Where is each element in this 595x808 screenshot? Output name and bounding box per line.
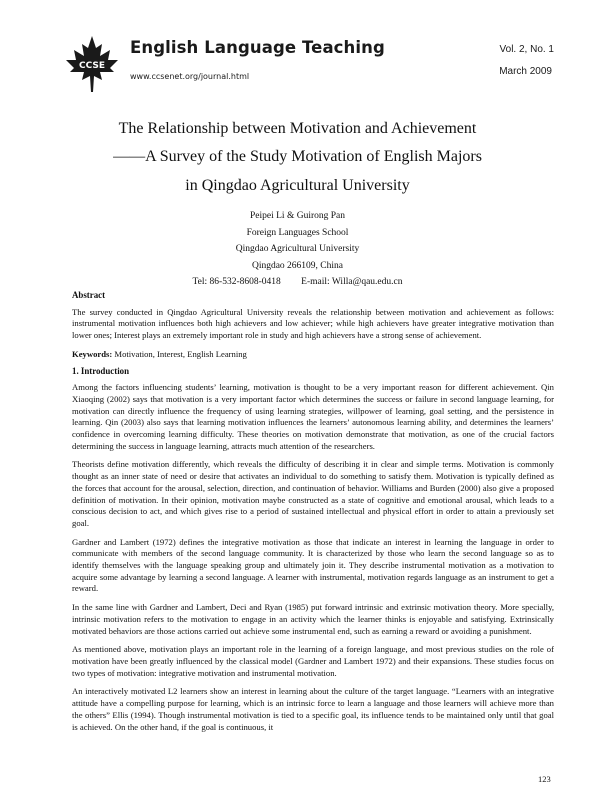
paper-title-line-2: ——A Survey of the Study Motivation of English Majors (113, 148, 482, 165)
issue-date: March 2009 (499, 66, 552, 77)
paper-title-line-3: in Qingdao Agricultural University (185, 177, 410, 194)
author-city: Qingdao 266109, China (251, 260, 344, 271)
body-paragraph: Theorists define motivation differently, which reveals the difficulty of describing it in clear and simple terms. Motivation is commonly thought as an inner state of need or desire that activates an individual to do something to satisfy them. Motivation is typically defined as the forces that account for the arousal, selection, direction, and continuation of behavior. Williams and Burden (2000) also give a proposed definition of motivation. In their opinion, motivation maybe constructed as a state of cognitive and emotional arousal, which leads to a conscious decision to act, and which gives rise to a period of sustained intellectual and physical effort in order to attain a previously set goal. (72, 459, 554, 528)
body-paragraph: In the same line with Gardner and Lambert, Deci and Ryan (1985) put forward intrinsic and extrinsic motivation theory. More specially, intrinsic motivation refers to the motivation to engage in an activity which the learner thinks is enjoyable and satisfying. Extrinsically motivated behaviors are those actions carried out achieve some instrumental end, such as earning a reward or avoiding a punishment. (72, 602, 554, 636)
author-tel: Tel: 86-532-8608-0418 (192, 277, 281, 287)
abstract-heading: Abstract (72, 290, 106, 300)
abstract-text: The survey conducted in Qingdao Agricultural University reveals the relationship between motivation and achievement as follows: instrumental motivation influences both high achievers and low achiever; while high achievers have greater integrative motivation than lower ones; Interest plays an extremely important role in study and high achievers have a strong sense of achievement. (72, 306, 554, 341)
journal-header (62, 34, 562, 94)
body-paragraph: Gardner and Lambert (1972) defines the integrative motivation as those that indicate an interest in learning the language in order to communicate with members of the second language community. It is characterized by those who learn the second language so as to identify themselves with the language speaking group and ultimately join it. They describe instrumental motivation as a motivation to acquire some advantage by learning a second language. A learner with instrumental, motivation regards language as an instrument to get a reward. (72, 536, 554, 594)
page-number: 123 (538, 774, 551, 784)
logo-text: CCSE (78, 61, 106, 71)
journal-url[interactable]: www.ccsenet.org/journal.html (130, 72, 250, 81)
body-paragraph: Among the factors influencing students’ learning, motivation is thought to be a very important reason for different achievement. Qin Xiaoqing (2002) says that motivation is a very important factor which determines the success or failure in second language learning, for motivation can directly influence the frequency of using learning strategies, willpower of learning, goal setting, and the persistence in learning. Qin (2003) also says that learning motivation influences the learners’ autonomous learning ability, and determines the learners’ confidence in overcoming learning difficulty. These theories on motivation demonstrate that motivation, as one of the crucial factors determining the success in language learning, attracts much attention of the researchers. (72, 382, 554, 451)
author-contact (0, 274, 595, 291)
keywords (72, 349, 554, 361)
author-email[interactable]: E-mail: Willa@qau.edu.cn (301, 277, 403, 287)
volume-label: Vol. 2, No. 1 (499, 44, 554, 55)
keywords-text: Motivation, Interest, English Learning (114, 348, 247, 359)
author-university: Qingdao Agricultural University (235, 244, 360, 254)
author-affiliation: Foreign Languages School (246, 227, 349, 238)
keywords-label: Keywords: (72, 348, 113, 359)
paper-body (72, 290, 554, 740)
paper-title-line-1: The Relationship between Motivation and Achievement (118, 120, 477, 137)
journal-name: English Language Teaching (130, 38, 385, 57)
maple-leaf-icon (62, 34, 122, 94)
author-block (0, 208, 595, 291)
section-heading: 1. Introduction (72, 365, 130, 376)
author-names: Peipei Li & Guirong Pan (250, 211, 345, 221)
body-paragraph: As mentioned above, motivation plays an important role in the learning of a foreign language, and most previous studies on the role of motivation have been greatly influenced by the classical model (Gardner and Lambert 1972) and their expansions. These studies focus on two types of motivation: integrative motivation and instrumental motivation. (72, 644, 554, 678)
body-paragraph: An interactively motivated L2 learners show an interest in learning about the culture of the target language. “Learners with an integrative attitude have a compelling purpose for learning, which is an intrinsic force to learn a language and those learners will achieve more than the others” Ellis (1994). Though instrumental motivation is tied to a specific goal, its influence tends to be maintained only until that goal is achieved. On the other hand, if the goal is continuous, it (72, 686, 554, 732)
